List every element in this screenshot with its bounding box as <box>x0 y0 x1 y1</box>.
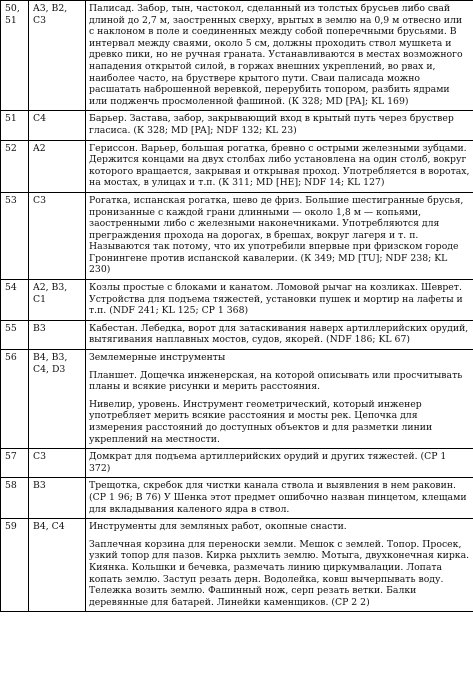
description-paragraph: Заплечная корзина для переноски земли. Мешок с землей. Топор. Просек, узкий топор для пазов. Кирка рыхлить землю. Мотыга, двухконечная кирка. Киянка. Кольшки и бечевка, размечать линию циркумвалации. Лопата копать землю. Заступ резать дерн. Водолейка, ковш вычерпывать воду. Тележка возить землю. Фашинный нож, серп резать ветки. Балки деревянные для батарей. Линейки каменщиков. (СР 2 2) <box>89 538 470 608</box>
description-cell <box>86 111 473 140</box>
figure-number: 51 <box>1 111 29 140</box>
description-paragraph: Рогатка, испанская рогатка, шево де фриз. Большие шестигранные брусья, пронизанные с каждой грани длинными — около 1,8 м — копьями, заостренными либо с железными наконечниками. Употребляются для преграждения прохода на дорогах, в брешах, вокруг лагеря и т. п. Называются так потому, что их употребили впервые при фризском городе Гронингене против испанской кавалерии. (К 349; MD [TU]; NDF 238; KL 230) <box>89 194 464 276</box>
description-cell <box>86 350 473 449</box>
grid-reference: C3 <box>29 449 86 478</box>
description-paragraph: Кабестан. Лебедка, ворот для затаскивания наверх артиллерийских орудий, вытягивания наплавных мостов, судов, якорей. (NDF 186; KL 67) <box>89 322 469 346</box>
grid-reference: A3, B2, C3 <box>29 1 86 111</box>
table-row <box>1 320 473 349</box>
grid-reference: A2 <box>29 140 86 192</box>
description-cell <box>86 478 473 519</box>
description-paragraph: Нивелир, уровень. Инструмент геометрический, который инженер употребляет мерить всякие расстояния и мосты рек. Цепочка для измерения расстояний до доступных объектов и для разметки линии укреплений на местности. <box>89 398 433 445</box>
table-row <box>1 350 473 449</box>
description-cell <box>86 519 473 612</box>
description-paragraph: Козлы простые с блоками и канатом. Ломовой рычаг на козликах. Шеврет. Устройства для подъема тяжестей, установки пушек и мортир на лафеты и т.п. (NDF 241; KL 125; СР 1 368) <box>89 282 463 317</box>
grid-reference: B3 <box>29 320 86 349</box>
description-paragraph: Землемерные инструменты <box>89 352 226 364</box>
grid-reference: A2, B3, C1 <box>29 280 86 321</box>
figure-number: 53 <box>1 192 29 279</box>
description-paragraph: Трещотка, скребок для чистки канала ствола и выявления в нем раковин. (СР 1 96; В 76) У Шенка этот предмет ошибочно назван пинцетом, клещами для вкладывания каленого ядра в ствол. <box>89 480 467 515</box>
description-paragraph: Палисад. Забор, тын, частокол, сделанный из толстых брусьев либо свай длиной до 2,7 м, заостренных сверху, врытых в землю на 0,9 м отвесно или с наклоном в поле и соединенных между собой поперечными брусьями. В интервал между сваями, около 5 см, должны проходить ствол мушкета и древко пики, но не ручная граната. Устанавливаются в местах возможного нападения открытой силой, в горжах внешних укреплений, во рвах и, наиболее часто, на бруствере крытого пути. Сваи палисада можно расшатать наброшенной веревкой, перерубить топором, разбить ядрами или подженчь просмоленной фашиной. (К 328; MD [PA]; KL 169) <box>89 3 463 107</box>
table-row <box>1 449 473 478</box>
figure-number: 57 <box>1 449 29 478</box>
description-cell <box>86 192 473 279</box>
description-cell <box>86 320 473 349</box>
table-row <box>1 111 473 140</box>
description-cell <box>86 280 473 321</box>
table-row <box>1 519 473 612</box>
table-body <box>1 1 473 612</box>
table-row <box>1 280 473 321</box>
grid-reference: B4, B3, C4, D3 <box>29 350 86 449</box>
description-paragraph: Гериссон. Варьер, большая рогатка, бревно с острыми железными зубцами. Держится концами на двух столбах либо установлена на один столб, вокруг которого вращается, закрывая и открывая проход. Употребляется в воротах, на мостах, в улицах и т.п. (К 311; MD [HE]; NDF 14; KL 127) <box>89 142 470 189</box>
table-row <box>1 1 473 111</box>
figure-number: 54 <box>1 280 29 321</box>
figure-number: 55 <box>1 320 29 349</box>
description-paragraph: Инструменты для земляных работ, окопные снасти. <box>89 521 347 533</box>
grid-reference: B4, C4 <box>29 519 86 612</box>
description-paragraph: Домкрат для подъема артиллерийских орудий и других тяжестей. (СР 1 372) <box>89 451 447 474</box>
description-cell <box>86 1 473 111</box>
description-paragraph: Барьер. Застава, забор, закрывающий вход в крытый путь через бруствер гласиса. (К 328; MD [PA]; NDF 132; KL 23) <box>89 113 454 136</box>
grid-reference: C3 <box>29 192 86 279</box>
figure-number: 58 <box>1 478 29 519</box>
figure-number: 56 <box>1 350 29 449</box>
table-row <box>1 192 473 279</box>
description-cell <box>86 140 473 192</box>
table-row <box>1 140 473 192</box>
figure-number: 50, 51 <box>1 1 29 111</box>
grid-reference: C4 <box>29 111 86 140</box>
description-cell <box>86 449 473 478</box>
figure-number: 52 <box>1 140 29 192</box>
figure-number: 59 <box>1 519 29 612</box>
description-paragraph: Планшет. Дощечка инженерская, на которой описывать или просчитывать планы и всякие рисунки и мерить расстояния. <box>89 369 463 393</box>
grid-reference: B3 <box>29 478 86 519</box>
table-row <box>1 478 473 519</box>
